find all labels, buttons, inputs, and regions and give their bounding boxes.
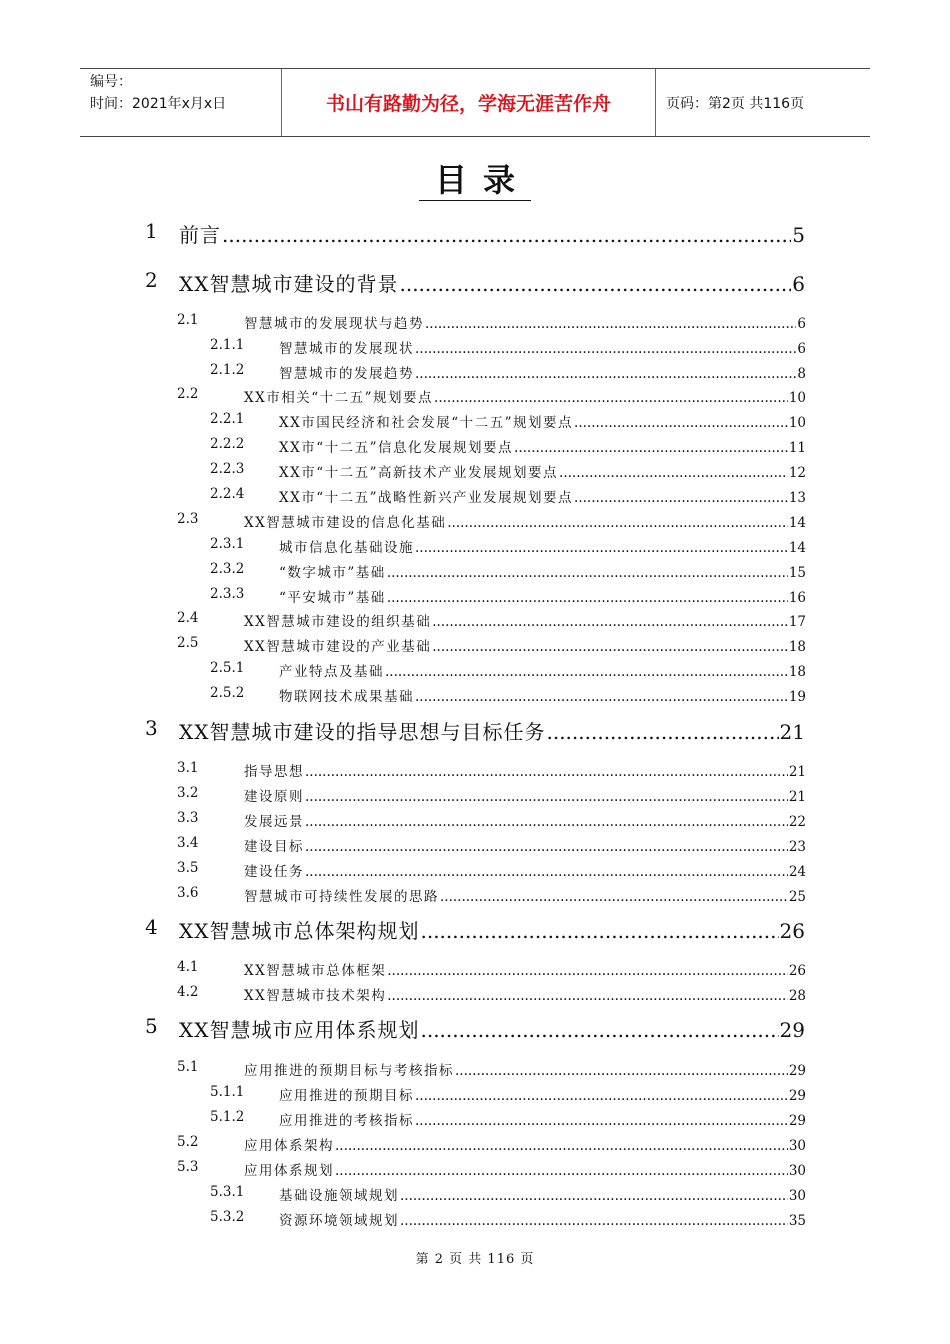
toc-entry[interactable] — [177, 810, 806, 830]
toc-leader-dots — [415, 1088, 788, 1104]
toc-entry-page: 23 — [788, 839, 806, 855]
toc-entry-page: 14 — [788, 515, 806, 531]
toc-leader-dots — [387, 565, 788, 581]
toc-entry-number: 3 — [145, 716, 158, 740]
toc-entry[interactable] — [145, 268, 805, 298]
toc-entry[interactable] — [210, 1109, 806, 1129]
toc-entry-title: XX智慧城市总体框架 — [244, 963, 387, 979]
toc-entry-title: 应用推进的预期目标与考核指标 — [244, 1063, 454, 1079]
toc-entry-number: 2.2.4 — [210, 486, 245, 502]
toc-entry[interactable] — [177, 835, 806, 855]
toc-entry[interactable] — [177, 635, 806, 655]
toc-entry-page: 21 — [779, 720, 805, 744]
toc-entry[interactable] — [210, 1184, 806, 1204]
toc-entry-number: 3.3 — [177, 810, 199, 826]
toc-entry[interactable] — [210, 436, 806, 456]
toc-entry-number: 2.5 — [177, 635, 199, 651]
toc-entry-title: 产业特点及基础 — [279, 664, 384, 680]
toc-entry-number: 4.2 — [177, 984, 199, 1000]
toc-leader-dots — [415, 689, 788, 705]
toc-entry-number: 3.5 — [177, 860, 199, 876]
toc-entry[interactable] — [210, 486, 806, 506]
toc-entry[interactable] — [210, 685, 806, 705]
toc-entry-number: 3.6 — [177, 885, 199, 901]
toc-leader-dots — [305, 864, 788, 880]
toc-entry-title: 发展远景 — [244, 814, 304, 830]
toc-entry-title: XX市相关“十二五”规划要点 — [244, 390, 434, 406]
header-motto: 书山有路勤为径，学海无涯苦作舟 — [282, 69, 656, 136]
toc-entry-number: 5.1.1 — [210, 1084, 245, 1100]
toc-entry-number: 2.3 — [177, 511, 199, 527]
toc-entry-title: XX市国民经济和社会发展“十二五”规划要点 — [279, 415, 574, 431]
toc-entry-title: 建设任务 — [244, 864, 304, 880]
toc-title: 目录 — [419, 160, 531, 201]
toc-entry-number: 2.2.2 — [210, 436, 245, 452]
toc-leader-dots — [387, 590, 788, 606]
toc-entry-title: XX智慧城市技术架构 — [244, 988, 387, 1004]
toc-entry-title: 建设目标 — [244, 839, 304, 855]
toc-leader-dots — [574, 415, 788, 431]
toc-entry-title: “平安城市”基础 — [279, 590, 386, 606]
toc-entry-number: 2.5.1 — [210, 660, 245, 676]
header-page-info: 页码：第2页 共116页 — [666, 95, 805, 112]
toc-leader-dots — [447, 515, 788, 531]
toc-entry-page: 5 — [792, 223, 805, 247]
toc-leader-dots — [420, 1018, 778, 1042]
toc-entry[interactable] — [210, 1209, 806, 1229]
toc-entry-title: 智慧城市的发展现状 — [279, 341, 414, 357]
toc-entry[interactable] — [177, 959, 806, 979]
toc-entry-number: 2.3.2 — [210, 561, 245, 577]
toc-entry-page: 29 — [779, 1018, 805, 1042]
toc-entry-number: 5.2 — [177, 1134, 199, 1150]
toc-entry-page: 24 — [788, 864, 806, 880]
toc-entry-title: 物联网技术成果基础 — [279, 689, 414, 705]
toc-leader-dots — [415, 366, 796, 382]
toc-entry-page: 29 — [788, 1088, 806, 1104]
toc-entry[interactable] — [210, 411, 806, 431]
toc-entry-page: 26 — [779, 919, 805, 943]
toc-entry-number: 2.4 — [177, 610, 199, 626]
toc-entry-page: 15 — [788, 565, 806, 581]
toc-leader-dots — [432, 614, 788, 630]
toc-entry-number: 2.2.3 — [210, 461, 245, 477]
toc-entry-title: XX智慧城市建设的背景 — [179, 272, 399, 296]
toc-leader-dots — [434, 390, 788, 406]
toc-entry-page: 6 — [797, 341, 806, 357]
toc-entry-number: 4.1 — [177, 959, 199, 975]
toc-entry-title: XX智慧城市建设的产业基础 — [244, 639, 432, 655]
toc-entry[interactable] — [210, 461, 806, 481]
toc-leader-dots — [514, 440, 788, 456]
toc-entry-page: 35 — [788, 1213, 806, 1229]
toc-entry-page: 13 — [788, 490, 806, 506]
toc-entry-title: XX智慧城市总体架构规划 — [179, 919, 420, 943]
toc-entry-number: 3.1 — [177, 760, 199, 776]
toc-entry[interactable] — [177, 785, 806, 805]
toc-leader-dots — [222, 223, 791, 247]
toc-entry-title: 智慧城市可持续性发展的思路 — [244, 889, 439, 905]
toc-leader-dots — [559, 465, 788, 481]
toc-entry[interactable] — [177, 1059, 806, 1079]
toc-entry-title: XX智慧城市建设的组织基础 — [244, 614, 432, 630]
toc-leader-dots — [335, 1163, 788, 1179]
toc-entry-number: 2.3.3 — [210, 586, 245, 602]
toc-entry-page: 10 — [788, 390, 806, 406]
toc-entry[interactable] — [177, 1159, 806, 1179]
toc-entry-title: “数字城市”基础 — [279, 565, 386, 581]
toc-leader-dots — [415, 1113, 788, 1129]
toc-entry-number: 5.1.2 — [210, 1109, 245, 1125]
toc-entry-page: 21 — [788, 789, 806, 805]
toc-entry-page: 10 — [788, 415, 806, 431]
toc-entry-page: 29 — [788, 1113, 806, 1129]
toc-leader-dots — [305, 764, 788, 780]
code-label: 编号： — [90, 74, 132, 90]
toc-entry-title: 建设原则 — [244, 789, 304, 805]
toc-entry-number: 3.4 — [177, 835, 199, 851]
toc-entry-title: 指导思想 — [244, 764, 304, 780]
toc-leader-dots — [305, 814, 788, 830]
toc-entry-title: 应用体系规划 — [244, 1163, 334, 1179]
toc-leader-dots — [399, 272, 791, 296]
toc-leader-dots — [415, 540, 788, 556]
toc-entry-number: 4 — [145, 915, 158, 939]
toc-entry-page: 26 — [788, 963, 806, 979]
toc-entry[interactable] — [145, 716, 805, 746]
toc-entry-page: 21 — [788, 764, 806, 780]
toc-entry[interactable] — [210, 586, 806, 606]
toc-entry-number: 5.1 — [177, 1059, 199, 1075]
toc-entry-title: XX市“十二五”战略性新兴产业发展规划要点 — [279, 490, 574, 506]
toc-entry[interactable] — [145, 1014, 805, 1044]
toc-entry-number: 5.3 — [177, 1159, 199, 1175]
toc-entry-number: 2.1.1 — [210, 337, 245, 353]
toc-entry[interactable] — [177, 610, 806, 630]
toc-entry-page: 29 — [788, 1063, 806, 1079]
toc-entry[interactable] — [177, 760, 806, 780]
toc-entry-number: 2.2 — [177, 386, 199, 402]
toc-entry-page: 28 — [788, 988, 806, 1004]
toc-leader-dots — [305, 789, 788, 805]
toc-entry-page: 17 — [788, 614, 806, 630]
toc-entry[interactable] — [145, 915, 805, 945]
toc-entry-number: 1 — [145, 219, 158, 243]
toc-entry[interactable] — [177, 1134, 806, 1154]
toc-leader-dots — [440, 889, 788, 905]
toc-entry-number: 5.3.1 — [210, 1184, 245, 1200]
toc-entry-page: 18 — [788, 664, 806, 680]
toc-entry-number: 2.2.1 — [210, 411, 245, 427]
toc-entry-title: XX智慧城市应用体系规划 — [179, 1018, 420, 1042]
toc-leader-dots — [387, 963, 788, 979]
toc-entry-number: 5.3.2 — [210, 1209, 245, 1225]
toc-entry-page: 30 — [788, 1163, 806, 1179]
toc-entry[interactable] — [210, 1084, 806, 1104]
toc-entry-number: 3.2 — [177, 785, 199, 801]
toc-leader-dots — [387, 988, 788, 1004]
toc-entry[interactable] — [145, 219, 805, 249]
toc-leader-dots — [546, 720, 778, 744]
toc-leader-dots — [432, 639, 788, 655]
toc-entry-number: 5 — [145, 1014, 158, 1038]
toc-leader-dots — [335, 1138, 788, 1154]
toc-entry-title: 资源环境领域规划 — [279, 1213, 399, 1229]
toc-entry-page: 11 — [788, 440, 806, 456]
toc-entry-number: 2.1 — [177, 312, 199, 328]
toc-entry[interactable] — [177, 386, 806, 406]
toc-entry-page: 6 — [797, 316, 806, 332]
toc-entry-title: 前言 — [179, 223, 221, 247]
toc-entry-page: 18 — [788, 639, 806, 655]
toc-entry[interactable] — [177, 511, 806, 531]
toc-entry[interactable] — [210, 660, 806, 680]
toc-entry-page: 22 — [788, 814, 806, 830]
toc-entry-page: 8 — [797, 366, 806, 382]
toc-leader-dots — [420, 919, 778, 943]
toc-entry-title: XX智慧城市建设的信息化基础 — [244, 515, 447, 531]
toc-entry[interactable] — [210, 536, 806, 556]
toc-entry-title: XX市“十二五”信息化发展规划要点 — [279, 440, 514, 456]
toc-entry-page: 16 — [788, 590, 806, 606]
toc-leader-dots — [400, 1213, 788, 1229]
toc-entry-number: 2.3.1 — [210, 536, 245, 552]
toc-entry-title: 应用体系架构 — [244, 1138, 334, 1154]
toc-entry[interactable] — [177, 860, 806, 880]
toc-entry[interactable] — [177, 312, 806, 332]
toc-leader-dots — [425, 316, 796, 332]
toc-leader-dots — [455, 1063, 788, 1079]
toc-entry-page: 12 — [788, 465, 806, 481]
toc-entry-number: 2.5.2 — [210, 685, 245, 701]
toc-entry-number: 2 — [145, 268, 158, 292]
toc-entry-title: XX智慧城市建设的指导思想与目标任务 — [179, 720, 546, 744]
toc-entry[interactable] — [177, 984, 806, 1004]
toc-leader-dots — [385, 664, 788, 680]
toc-entry-title: 基础设施领域规划 — [279, 1188, 399, 1204]
toc-leader-dots — [574, 490, 788, 506]
toc-entry-page: 30 — [788, 1188, 806, 1204]
time-label: 时间：2021年x月x日 — [90, 96, 227, 112]
toc-entry[interactable] — [177, 885, 806, 905]
page-footer: 第 2 页 共 116 页 — [415, 1252, 535, 1267]
toc-entry-page: 30 — [788, 1138, 806, 1154]
toc-entry-title: 应用推进的考核指标 — [279, 1113, 414, 1129]
toc-entry-title: 应用推进的预期目标 — [279, 1088, 414, 1104]
toc-entry-page: 14 — [788, 540, 806, 556]
toc-entry-title: 智慧城市的发展现状与趋势 — [244, 316, 424, 332]
toc-leader-dots — [415, 341, 796, 357]
toc-entry-title: XX市“十二五”高新技术产业发展规划要点 — [279, 465, 559, 481]
toc-entry-page: 25 — [788, 889, 806, 905]
toc-leader-dots — [305, 839, 788, 855]
toc-entry-title: 智慧城市的发展趋势 — [279, 366, 414, 382]
toc-entry[interactable] — [210, 561, 806, 581]
toc-entry-page: 19 — [788, 689, 806, 705]
toc-leader-dots — [400, 1188, 788, 1204]
toc-entry-number: 2.1.2 — [210, 362, 245, 378]
toc-entry[interactable] — [210, 362, 806, 382]
toc-entry[interactable] — [210, 337, 806, 357]
toc-entry-page: 6 — [792, 272, 805, 296]
toc-entry-title: 城市信息化基础设施 — [279, 540, 414, 556]
